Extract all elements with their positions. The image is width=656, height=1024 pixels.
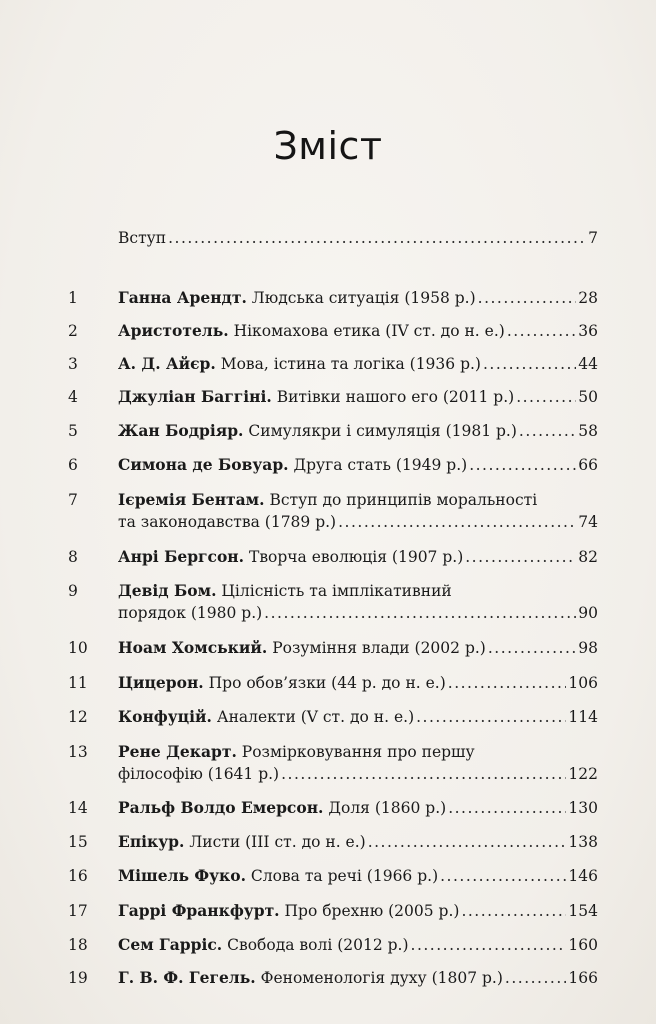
author-name: Г. В. Ф. Гегель.: [118, 968, 256, 987]
page-number: 50: [578, 388, 598, 406]
dot-leader: [465, 546, 576, 568]
entry-text: [118, 489, 537, 511]
work-title: Доля (1860 р.): [323, 799, 447, 817]
chapter-number: 1: [68, 289, 78, 307]
chapter-number: 5: [68, 422, 78, 440]
author-name: Рене Декарт.: [118, 742, 237, 761]
entry-text: [118, 831, 366, 853]
entry-line: [118, 454, 598, 476]
chapter-number: 17: [68, 902, 88, 920]
entry-line: [118, 797, 598, 819]
dot-leader: [461, 900, 566, 922]
chapter-number: 12: [68, 708, 88, 726]
entry-body: [118, 546, 598, 568]
chapter-number: 19: [68, 969, 88, 987]
page-number: 36: [578, 322, 598, 340]
chapter-number: 13: [68, 743, 88, 761]
author-name: Ієремія Бентам.: [118, 490, 265, 509]
entry-body: [118, 865, 598, 887]
dot-leader: [507, 320, 576, 342]
entry-line: [118, 580, 598, 602]
chapter-number: 8: [68, 548, 78, 566]
entry-body: [118, 741, 598, 785]
dot-leader: [448, 672, 567, 694]
entry-text: [118, 741, 475, 763]
entry-body: [118, 580, 598, 624]
page-number: 74: [578, 513, 598, 531]
author-name: Ганна Арендт.: [118, 288, 247, 307]
page-number: 146: [568, 867, 598, 885]
page-number: 114: [568, 708, 598, 726]
work-title: Друга стать (1949 р.): [288, 456, 468, 474]
entry-body: [118, 900, 598, 922]
entry-line: [118, 420, 598, 442]
work-title: Аналекти (V ст. до н. е.): [211, 708, 415, 726]
entry-text: [118, 637, 486, 659]
dot-leader: [516, 386, 576, 408]
intro-page-number: 7: [588, 229, 598, 247]
dot-leader: [505, 967, 566, 989]
author-name: Ральф Волдо Емерсон.: [118, 798, 324, 817]
toc-intro-entry: [118, 229, 598, 253]
work-title: порядок (1980 р.): [118, 604, 263, 622]
entry-body: [118, 489, 598, 533]
work-title: Розуміння влади (2002 р.): [267, 639, 486, 657]
entry-line: [118, 967, 598, 989]
author-name: А. Д. Айєр.: [118, 354, 216, 373]
page-number: 160: [568, 936, 598, 954]
entry-line: [118, 386, 598, 408]
intro-label: Вступ: [118, 229, 167, 247]
author-name: Жан Бодріяр.: [118, 421, 244, 440]
page-title: Зміст: [273, 124, 383, 168]
entry-line: [118, 546, 598, 568]
entry-text: [118, 511, 336, 533]
entry-line: [118, 706, 598, 728]
entry-text: [118, 546, 463, 568]
work-title: Про обов’язки (44 р. до н. е.): [203, 674, 446, 692]
chapter-number: 9: [68, 582, 78, 600]
work-title: Симулякри і симуляція (1981 р.): [243, 422, 517, 440]
author-name: Девід Бом.: [118, 581, 217, 600]
entry-body: [118, 420, 598, 442]
work-title: Творча еволюція (1907 р.): [244, 548, 464, 566]
author-name: Цицерон.: [118, 673, 204, 692]
page-number: 98: [578, 639, 598, 657]
entry-text: [118, 900, 459, 922]
page-number: 90: [578, 604, 598, 622]
entry-line: [118, 637, 598, 659]
chapter-number: 15: [68, 833, 88, 851]
chapter-number: 6: [68, 456, 78, 474]
page-number: 122: [568, 765, 598, 783]
entry-line: [118, 763, 598, 785]
entry-line: [118, 831, 598, 853]
entry-line: [118, 287, 598, 309]
entry-body: [118, 967, 598, 989]
chapter-number: 11: [68, 674, 88, 692]
dot-leader: [416, 706, 566, 728]
work-title: Витівки нашого его (2011 р.): [271, 388, 515, 406]
entry-text: [118, 353, 481, 375]
entry-text: [118, 602, 262, 624]
entry-line: [118, 353, 598, 375]
dot-leader: [338, 511, 576, 533]
entry-body: [118, 706, 598, 728]
page-number: 44: [578, 355, 598, 373]
entry-body: [118, 353, 598, 375]
author-name: Конфуцій.: [118, 707, 212, 726]
chapter-number: 18: [68, 936, 88, 954]
work-title: Слова та речі (1966 р.): [245, 867, 439, 885]
author-name: Анрі Бергсон.: [118, 547, 245, 566]
page-number: 28: [578, 289, 598, 307]
dot-leader: [411, 934, 567, 956]
page-number: 154: [568, 902, 598, 920]
entry-line: [118, 489, 598, 511]
chapter-number: 3: [68, 355, 78, 373]
work-title: Нікомахова етика (IV ст. до н. е.): [228, 322, 505, 340]
page-number: 82: [578, 548, 598, 566]
entry-body: [118, 672, 598, 694]
entry-body: [118, 637, 598, 659]
entry-body: [118, 320, 598, 342]
chapter-number: 10: [68, 639, 88, 657]
work-title: Вступ до принципів моральності: [264, 491, 538, 509]
dot-leader: [488, 637, 576, 659]
entry-line: [118, 741, 598, 763]
entry-text: [118, 580, 452, 602]
page-number: 130: [568, 799, 598, 817]
entry-text: [118, 763, 279, 785]
entry-text: [118, 320, 505, 342]
page-number: 66: [578, 456, 598, 474]
dot-leader: [519, 420, 576, 442]
entry-text: [118, 386, 514, 408]
author-name: Ноам Хомський.: [118, 638, 268, 657]
dot-leader: [448, 797, 566, 819]
work-title: Цілісність та імплікативний: [216, 582, 452, 600]
author-name: Симона де Бовуар.: [118, 455, 289, 474]
entry-line: [118, 602, 598, 624]
entry-body: [118, 831, 598, 853]
author-name: Сем Гарріс.: [118, 935, 223, 954]
work-title: Феноменологія духу (1807 р.): [255, 969, 503, 987]
entry-line: [118, 672, 598, 694]
page-number: 138: [568, 833, 598, 851]
author-name: Аристотель.: [118, 321, 229, 340]
entry-line: [118, 934, 598, 956]
entry-line: [118, 865, 598, 887]
author-name: Гаррі Франкфурт.: [118, 901, 280, 920]
work-title: Людська ситуація (1958 р.): [246, 289, 476, 307]
entry-line: [118, 511, 598, 533]
entry-body: [118, 797, 598, 819]
author-name: Джуліан Баггіні.: [118, 387, 272, 406]
entry-body: [118, 454, 598, 476]
entry-text: [118, 454, 467, 476]
author-name: Епікур.: [118, 832, 185, 851]
author-name: Мішель Фуко.: [118, 866, 246, 885]
chapter-number: 7: [68, 491, 78, 509]
entry-line: [118, 320, 598, 342]
chapter-number: 4: [68, 388, 78, 406]
dot-leader: [281, 763, 566, 785]
entry-text: [118, 967, 503, 989]
entry-text: [118, 797, 446, 819]
work-title: Свобода волі (2012 р.): [222, 936, 409, 954]
work-title: Листи (III ст. до н. е.): [184, 833, 366, 851]
page-number: 58: [578, 422, 598, 440]
dot-leader: [440, 865, 566, 887]
chapter-number: 2: [68, 322, 78, 340]
dot-leader: [264, 602, 576, 624]
entry-line: [118, 900, 598, 922]
work-title: Мова, істина та логіка (1936 р.): [215, 355, 481, 373]
entry-text: [118, 420, 517, 442]
chapter-number: 14: [68, 799, 88, 817]
work-title: філософію (1641 р.): [118, 765, 280, 783]
entry-text: [118, 672, 446, 694]
work-title: та законодавства (1789 р.): [118, 513, 337, 531]
work-title: Про брехню (2005 р.): [279, 902, 460, 920]
entry-text: [118, 865, 438, 887]
entry-body: [118, 934, 598, 956]
chapter-number: 16: [68, 867, 88, 885]
page-number: 166: [568, 969, 598, 987]
entry-body: [118, 287, 598, 309]
entry-text: [118, 706, 414, 728]
page-number: 106: [568, 674, 598, 692]
dot-leader: [168, 229, 586, 247]
entry-body: [118, 386, 598, 408]
dot-leader: [478, 287, 577, 309]
work-title: Розмірковування про першу: [236, 743, 475, 761]
entry-text: [118, 287, 476, 309]
entry-text: [118, 934, 409, 956]
dot-leader: [469, 454, 576, 476]
dot-leader: [368, 831, 567, 853]
dot-leader: [483, 353, 576, 375]
